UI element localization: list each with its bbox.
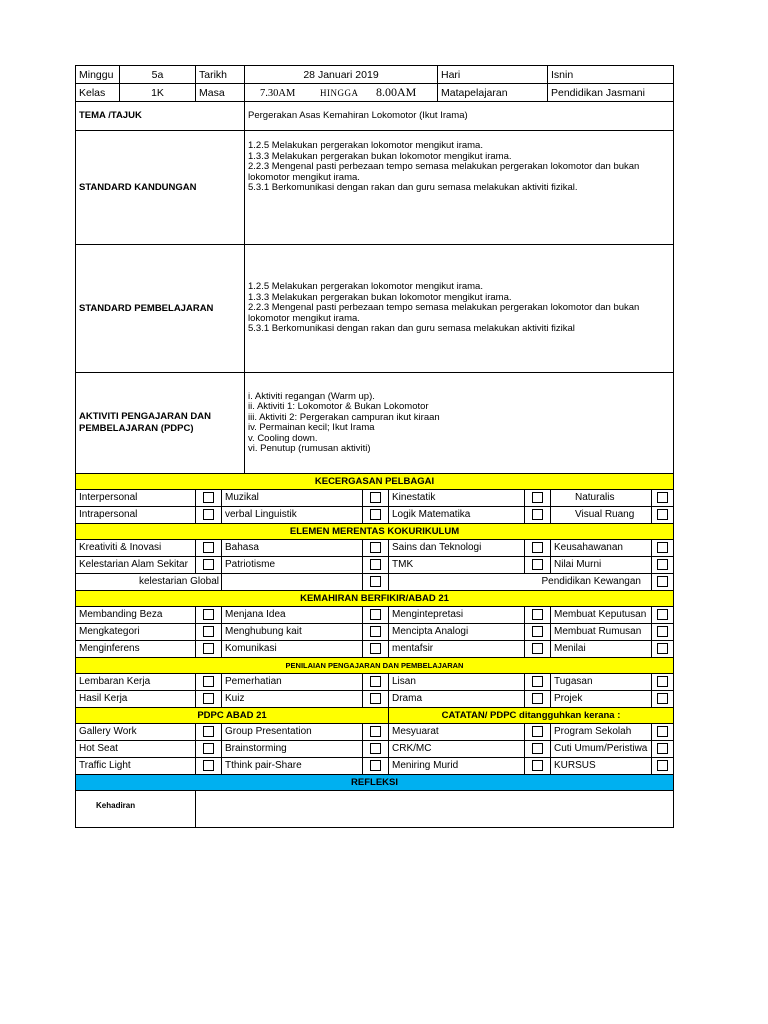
option-label: Membuat Rumusan (551, 624, 652, 641)
checkbox[interactable] (203, 726, 214, 737)
checkbox[interactable] (370, 509, 381, 520)
checkbox[interactable] (203, 676, 214, 687)
tarikh-label: Tarikh (196, 66, 245, 84)
checkbox[interactable] (203, 760, 214, 771)
checkbox[interactable] (657, 509, 668, 520)
checkbox-grid (75, 473, 674, 828)
penilaian-row-2 (76, 691, 674, 708)
option-label: Komunikasi (222, 641, 363, 658)
minggu-value[interactable]: 5a (120, 66, 196, 84)
sp-line-4: 5.3.1 Berkomunikasi dengan rakan dan guru semasa melakukan aktiviti fizikal (248, 323, 575, 335)
option-label: Kuiz (222, 691, 363, 708)
checkbox[interactable] (532, 609, 543, 620)
checkbox[interactable] (203, 743, 214, 754)
refleksi-title: REFLEKSI (76, 775, 674, 791)
checkbox[interactable] (532, 726, 543, 737)
kecergasan-title: KECERGASAN PELBAGAI (76, 474, 674, 490)
checkbox[interactable] (370, 576, 381, 587)
elemen-row-1 (76, 540, 674, 557)
option-label: Naturalis (551, 490, 652, 507)
kemahiran-header (76, 591, 674, 607)
pdpc-header (76, 708, 674, 724)
checkbox[interactable] (532, 492, 543, 503)
option-label: CRK/MC (389, 741, 525, 758)
sp-line-3: 2.2.3 Mengenal pasti perbezaan tempo semasa melakukan pergerakan lokomotor dan bukan lokomotor mengikut irama. (248, 302, 640, 324)
option-label: Mesyuarat (389, 724, 525, 741)
tarikh-value[interactable]: 28 Januari 2019 (245, 66, 438, 84)
sp-line-1: 1.2.5 Melakukan pergerakan lokomotor mengikut irama. (248, 281, 483, 293)
checkbox[interactable] (532, 509, 543, 520)
penilaian-header (76, 658, 674, 674)
option-label: Lisan (389, 674, 525, 691)
checkbox[interactable] (532, 559, 543, 570)
checkbox[interactable] (657, 760, 668, 771)
checkbox[interactable] (370, 743, 381, 754)
option-label: Muzikal (222, 490, 363, 507)
masa-end: 8.00AM (376, 84, 417, 99)
checkbox[interactable] (532, 760, 543, 771)
masa-label: Masa (196, 84, 245, 102)
checkbox[interactable] (657, 576, 668, 587)
option-label: Kreativiti & Inovasi (76, 540, 196, 557)
checkbox[interactable] (657, 693, 668, 704)
checkbox[interactable] (532, 643, 543, 654)
elemen-header (76, 524, 674, 540)
option-label: Patriotisme (222, 557, 363, 574)
tema-label: TEMA /TAJUK (76, 102, 245, 131)
kemahiran-row-3 (76, 641, 674, 658)
checkbox[interactable] (657, 609, 668, 620)
checkbox[interactable] (657, 743, 668, 754)
option-label: KURSUS (551, 758, 652, 775)
aktiviti-value[interactable] (245, 373, 674, 474)
pdpc-title: PDPC ABAD 21 (76, 708, 389, 724)
aktiviti-line-5: v. Cooling down. (248, 432, 318, 444)
checkbox[interactable] (370, 492, 381, 503)
lesson-plan-sheet (75, 65, 673, 828)
checkbox[interactable] (370, 609, 381, 620)
tema-row (76, 102, 674, 131)
kehadiran-label: Kehadiran (76, 791, 196, 828)
pdpc-row-2 (76, 741, 674, 758)
checkbox[interactable] (657, 542, 668, 553)
option-label: Pendidikan Kewangan (389, 574, 652, 591)
standard-kandungan-row (76, 131, 674, 245)
header-row-2 (76, 84, 674, 102)
sk-line-4: 5.3.1 Berkomunikasi dengan rakan dan guru semasa melakukan aktiviti fizikal. (248, 182, 578, 193)
option-label: Group Presentation (222, 724, 363, 741)
hari-label: Hari (438, 66, 548, 84)
checkbox[interactable] (370, 676, 381, 687)
refleksi-header (76, 775, 674, 791)
checkbox[interactable] (203, 609, 214, 620)
kelas-value[interactable]: 1K (120, 84, 196, 102)
option-label: Tugasan (551, 674, 652, 691)
option-label: Bahasa (222, 540, 363, 557)
standard-pembelajaran-value[interactable] (245, 245, 674, 373)
elemen-row-2 (76, 557, 674, 574)
option-label: Lembaran Kerja (76, 674, 196, 691)
standard-kandungan-label: STANDARD KANDUNGAN (76, 131, 245, 245)
checkbox[interactable] (370, 643, 381, 654)
penilaian-row-1 (76, 674, 674, 691)
checkbox[interactable] (203, 693, 214, 704)
aktiviti-line-2: ii. Aktiviti 1: Lokomotor & Bukan Lokomotor (248, 401, 429, 412)
option-label: Intrapersonal (76, 507, 196, 524)
pdpc-row-1 (76, 724, 674, 741)
option-label: Kelestarian Alam Sekitar (76, 557, 196, 574)
checkbox[interactable] (532, 693, 543, 704)
checkbox[interactable] (657, 726, 668, 737)
tema-value[interactable]: Pergerakan Asas Kemahiran Lokomotor (Ikut Irama) (245, 102, 674, 131)
option-label: Interpersonal (76, 490, 196, 507)
kemahiran-title: KEMAHIRAN BERFIKIR/ABAD 21 (76, 591, 674, 607)
kemahiran-row-2 (76, 624, 674, 641)
sk-line-2: 1.3.3 Melakukan pergerakan bukan lokomotor mengikut irama. (248, 150, 512, 162)
kecergasan-header (76, 474, 674, 490)
kehadiran-row (76, 791, 674, 828)
aktiviti-line-3: iii. Aktiviti 2: Pergerakan campuran ikut kiraan (248, 411, 440, 423)
masa-value[interactable] (245, 84, 438, 102)
option-label: verbal Linguistik (222, 507, 363, 524)
hari-value[interactable]: Isnin (548, 66, 674, 84)
option-label: Mengkategori (76, 624, 196, 641)
kelas-label: Kelas (76, 84, 120, 102)
aktiviti-label: AKTIVITI PENGAJARAN DAN PEMBELAJARAN (PDPC) (76, 373, 245, 474)
subject-label: Matapelajaran (438, 84, 548, 102)
option-label: Pemerhatian (222, 674, 363, 691)
checkbox[interactable] (657, 626, 668, 637)
kecergasan-row-2 (76, 507, 674, 524)
option-label: Sains dan Teknologi (389, 540, 525, 557)
checkbox[interactable] (532, 676, 543, 687)
option-label: Drama (389, 691, 525, 708)
option-label: Visual Ruang (551, 507, 652, 524)
option-label: Menilai (551, 641, 652, 658)
option-label: Hot Seat (76, 741, 196, 758)
kecergasan-row-1 (76, 490, 674, 507)
option-label: Cuti Umum/Peristiwa (551, 741, 652, 758)
sk-line-1: 1.2.5 Melakukan pergerakan lokomotor mengikut irama. (248, 140, 483, 151)
option-label: Projek (551, 691, 652, 708)
option-label: Logik Matematika (389, 507, 525, 524)
checkbox[interactable] (657, 492, 668, 503)
catatan-title: CATATAN/ PDPC ditangguhkan kerana : (389, 708, 674, 724)
option-label: Meniring Murid (389, 758, 525, 775)
standard-pembelajaran-label: STANDARD PEMBELAJARAN (76, 245, 245, 373)
checkbox[interactable] (370, 693, 381, 704)
kemahiran-row-1 (76, 607, 674, 624)
option-label: Keusahawanan (551, 540, 652, 557)
checkbox[interactable] (203, 559, 214, 570)
aktiviti-line-6: vi. Penutup (rumusan aktiviti) (248, 443, 371, 454)
checkbox[interactable] (657, 643, 668, 654)
option-label: Mencipta Analogi (389, 624, 525, 641)
checkbox[interactable] (370, 760, 381, 771)
checkbox[interactable] (203, 626, 214, 637)
option-label: Nilai Murni (551, 557, 652, 574)
checkbox[interactable] (532, 626, 543, 637)
checkbox[interactable] (203, 509, 214, 520)
checkbox[interactable] (370, 559, 381, 570)
standard-pembelajaran-row (76, 245, 674, 373)
option-label: Menginferens (76, 641, 196, 658)
pdpc-row-3 (76, 758, 674, 775)
checkbox[interactable] (203, 542, 214, 553)
minggu-label: Minggu (76, 66, 120, 84)
aktiviti-line-4: iv. Permainan kecil; Ikut Irama (248, 422, 375, 433)
standard-kandungan-value[interactable] (245, 131, 674, 245)
option-label: Mengintepretasi (389, 607, 525, 624)
checkbox[interactable] (532, 542, 543, 553)
checkbox[interactable] (203, 492, 214, 503)
penilaian-title: PENILAIAN PENGAJARAN DAN PEMBELAJARAN (76, 658, 674, 674)
header-row-1 (76, 66, 674, 84)
sp-line-2: 1.3.3 Melakukan pergerakan bukan lokomotor mengikut irama. (248, 291, 512, 303)
masa-start: 7.30AM (260, 87, 296, 99)
aktiviti-row (76, 373, 674, 474)
option-label: Membuat Keputusan (551, 607, 652, 624)
option-label: mentafsir (389, 641, 525, 658)
lesson-plan-table (75, 65, 674, 474)
aktiviti-line-1: i. Aktiviti regangan (Warm up). (248, 390, 375, 402)
option-label: Membanding Beza (76, 607, 196, 624)
checkbox[interactable] (657, 559, 668, 570)
elemen-title: ELEMEN MERENTAS KOKURIKULUM (76, 524, 674, 540)
option-label: Traffic Light (76, 758, 196, 775)
checkbox[interactable] (657, 676, 668, 687)
option-label: Brainstorming (222, 741, 363, 758)
masa-sep: HINGGA (320, 87, 359, 98)
checkbox[interactable] (532, 743, 543, 754)
option-label: Kinestatik (389, 490, 525, 507)
subject-value[interactable]: Pendidikan Jasmani (548, 84, 674, 102)
checkbox[interactable] (370, 726, 381, 737)
option-label: Menjana Idea (222, 607, 363, 624)
checkbox[interactable] (370, 542, 381, 553)
option-label: Program Sekolah (551, 724, 652, 741)
kehadiran-field[interactable] (196, 791, 674, 828)
option-label: Menghubung kait (222, 624, 363, 641)
option-label: Gallery Work (76, 724, 196, 741)
option-label: kelestarian Global (76, 574, 222, 591)
checkbox[interactable] (370, 626, 381, 637)
option-label: Tthink pair-Share (222, 758, 363, 775)
option-label: Hasil Kerja (76, 691, 196, 708)
checkbox[interactable] (203, 643, 214, 654)
sk-line-3: 2.2.3 Mengenal pasti perbezaan tempo semasa melakukan pergerakan lokomotor dan bukan lokomotor mengikut irama. (248, 161, 640, 183)
elemen-row-3 (76, 574, 674, 591)
option-label: TMK (389, 557, 525, 574)
